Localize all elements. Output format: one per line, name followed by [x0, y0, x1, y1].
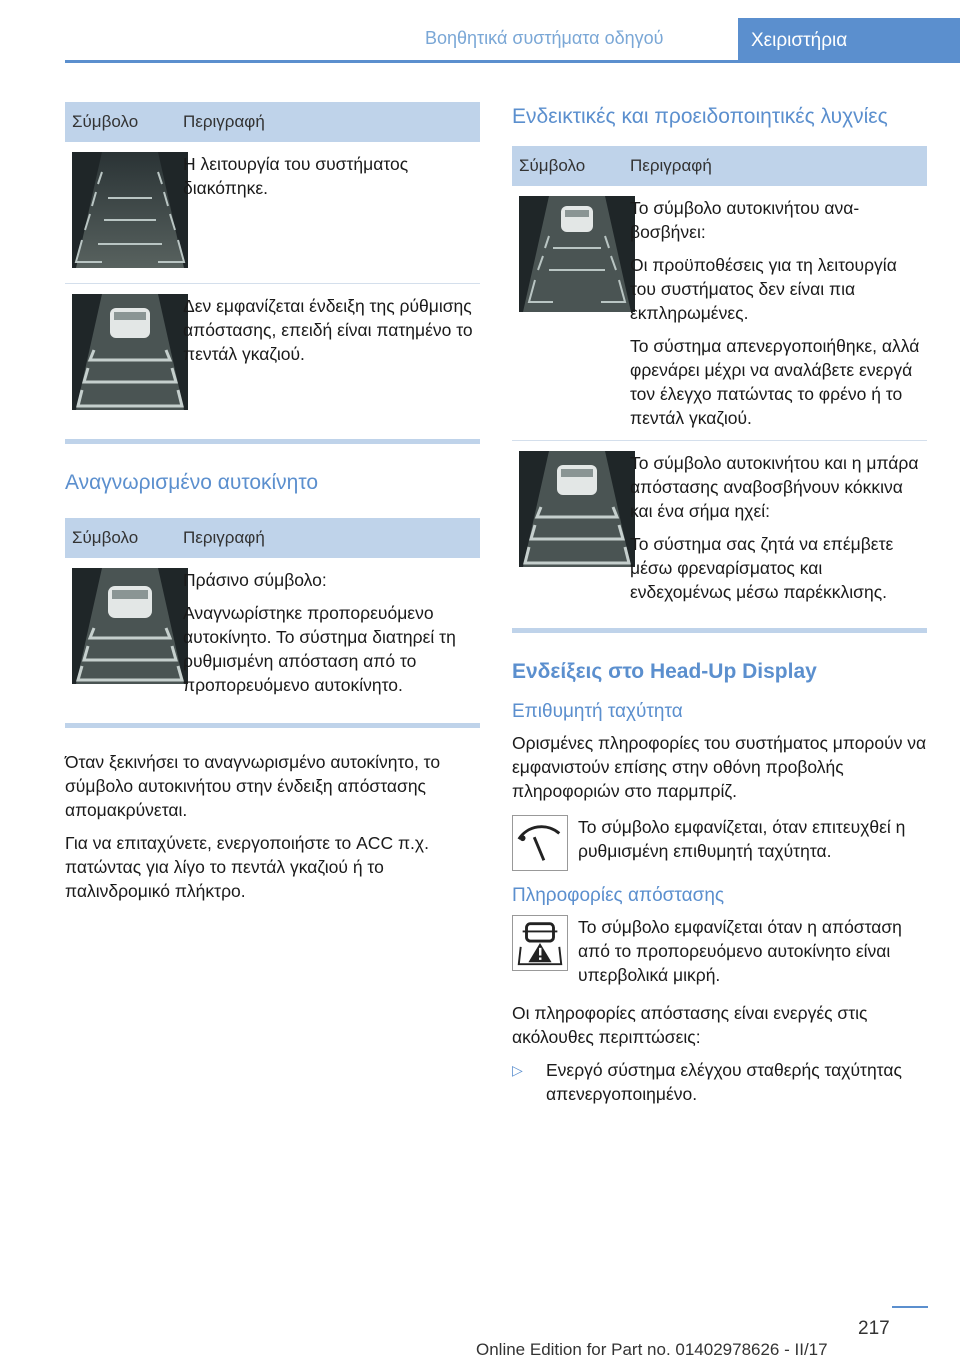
row-description: Πράσινο σύμβολο: [183, 570, 327, 590]
row-description: Αναγνωρίστηκε προπορευόμενο αυτοκίνητο. Το σύστημα διατηρεί τη ρυθμισμένη απόσταση από το προπορευόμενο αυτοκίνητο. [183, 603, 456, 695]
row-description: Το σύστημα απενεργοποιήθηκε, αλλά φρενάρει μέχρι να αναλάβετε ενεργά τον έλεγχο πατώντας το φρένο ή το πεντάλ γκαζιού. [630, 336, 920, 428]
section-divider [65, 723, 480, 728]
right-column [512, 102, 927, 1106]
car-distance-bars-icon [72, 294, 188, 410]
car-red-bar-icon [519, 451, 635, 567]
green-car-distance-icon [72, 568, 188, 684]
table-row [512, 441, 927, 614]
subsection-title-desired-speed: Επιθυμητή ταχύτητα [512, 701, 683, 722]
icon-note-text: Το σύμβολο εμφανίζεται όταν η απόσταση από το προπορευόμενο αυτοκίνητο είναι υπερβολικά μικρή. [578, 917, 902, 985]
col-description-header: Περιγραφή [183, 112, 265, 131]
icon-note [512, 815, 927, 871]
row-description: Το σύμβολο αυτοκινήτου και η μπάρα απόστασης αναβοσβήνουν κόκκινα και ένα σήμα ηχεί: [630, 453, 919, 521]
table-header [65, 102, 480, 142]
row-description: Το σύστημα σας ζητά να επέμβετε μέσω φρεναρίσματος και ενδεχομένως μέσω παρέκκλισης. [630, 534, 894, 602]
col-description-header: Περιγραφή [630, 156, 712, 175]
table-row [65, 142, 480, 284]
bullet-text: Ενεργό σύστημα ελέγχου σταθερής ταχύτητας απενεργοποιημένο. [546, 1060, 902, 1104]
row-description: Οι προϋποθέσεις για τη λειτουργία του συστήματος δεν είναι πια εκπληρωμένες. [630, 255, 897, 323]
row-description: Η λειτουργία του συστήματος διακόπηκε. [183, 154, 409, 198]
table-header [512, 146, 927, 186]
lane-display-off-icon [72, 152, 188, 268]
triangle-bullet-icon: ▷ [512, 1062, 523, 1078]
icon-note [512, 915, 927, 987]
subsection-title-distance-info: Πληροφορίες απόστασης [512, 885, 725, 906]
body-paragraph: Ορισμένες πληροφορίες του συστήματος μπορούν να εμφανιστούν επίσης στην οθόνη προβολής πληροφοριών στο παρμπρίζ. [512, 733, 927, 801]
body-paragraph: Όταν ξεκινήσει το αναγνωρισμένο αυτοκίνητο, το σύμβολο αυτοκινήτου στην ένδειξη απόστασης απομακρύνεται. [65, 752, 441, 820]
bullet-item [512, 1058, 927, 1106]
col-description-header: Περιγραφή [183, 528, 265, 547]
section-title-recognized-vehicle: Αναγνωρισμένο αυτοκίνητο [65, 471, 319, 494]
body-paragraph: Οι πληροφορίες απόστασης είναι ενεργές στις ακόλουθες περιπτώσεις: [512, 1003, 868, 1047]
edition-footer: Online Edition for Part no. 01402978626 - II/17 [476, 1340, 828, 1359]
table-header [65, 518, 480, 558]
header-rule [65, 60, 960, 63]
speedometer-needle-icon [512, 815, 568, 871]
section-divider [512, 628, 927, 633]
table-row [512, 186, 927, 441]
left-column [65, 102, 480, 912]
header-section-title: Βοηθητικά συστήματα οδηγού [425, 28, 664, 48]
section-title-warning-lamps: Ενδεικτικές και προειδοποιητικές λυχνίες [512, 105, 888, 128]
icon-note-text: Το σύμβολο εμφανίζεται, όταν επιτευχθεί η ρυθμισμένη επιθυμητή ταχύτητα. [578, 817, 906, 861]
section-title-hud: Ενδείξεις στο Head-Up Display [512, 660, 817, 683]
car-warning-icon [512, 915, 568, 971]
body-paragraph: Για να επιταχύνετε, ενεργοποιήστε το ACC π.χ. πατώντας για λίγο το πεντάλ γκαζιού ή το παλινδρομικό πλήκτρο. [65, 833, 429, 901]
page-number: 217 [858, 1318, 890, 1339]
header-chapter-tab: Χειριστήρια [738, 18, 960, 60]
col-symbol-header: Σύμβολο [72, 528, 139, 547]
row-description: Δεν εμφανίζεται ένδειξη της ρύθμισης απόστασης, επειδή είναι πατημένο το πεντάλ γκαζιού. [183, 296, 473, 364]
section-divider [65, 439, 480, 444]
car-blinking-icon [519, 196, 635, 312]
col-symbol-header: Σύμβολο [519, 156, 586, 175]
table-row [65, 284, 480, 425]
col-symbol-header: Σύμβολο [72, 112, 139, 131]
row-description: Το σύμβολο αυτοκινήτου αναβοσβήνει: [630, 198, 860, 242]
page-number-rule [892, 1306, 928, 1308]
table-row [65, 558, 480, 707]
